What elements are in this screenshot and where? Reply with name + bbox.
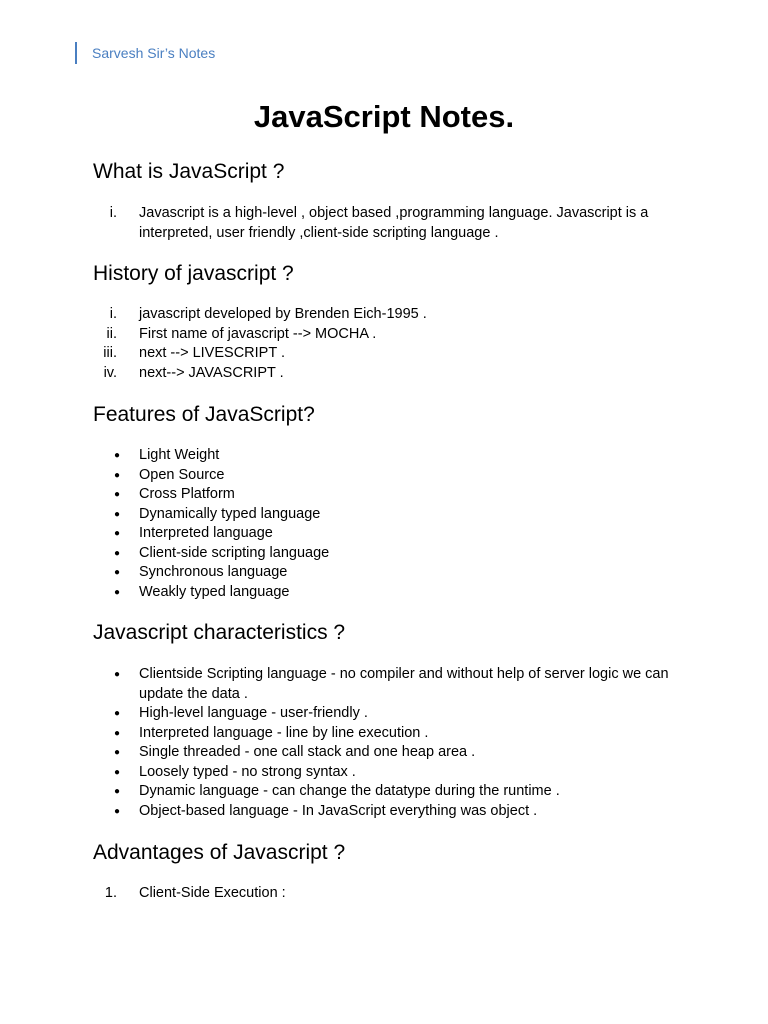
section-heading-characteristics: Javascript characteristics ? [93,621,346,644]
bullet-icon: ● [114,547,121,559]
list-item [0,704,768,724]
list-item-text: Object-based language - In JavaScript everything was object . [139,802,538,819]
list-item-text: Cross Platform [139,486,235,502]
list-item-text: next--> JAVASCRIPT . [139,364,284,381]
bullet-icon: ● [114,567,121,578]
list-item [0,485,768,505]
roman-numeral-marker: iii. [103,345,117,361]
bullet-icon: ● [114,708,121,719]
list-item [0,583,768,603]
list-item [0,505,768,525]
list-item [0,305,768,325]
list-item-text: Client-Side Execution : [139,885,286,901]
list-item [0,743,768,763]
section-heading-features: Features of JavaScript? [93,403,315,426]
features-list [0,446,768,602]
list-item [0,544,768,564]
list-item-text: Interpreted language [139,525,273,541]
number-marker: 1. [104,885,117,901]
list-item-text: Open Source [139,466,225,483]
list-item [0,364,768,384]
bullet-icon: ● [114,586,121,598]
bullet-icon: ● [114,747,121,758]
list-item [0,665,768,704]
bullet-icon: ● [114,669,121,680]
list-item-text: Synchronous language [139,564,288,580]
list-item [0,563,768,583]
bullet-icon: ● [114,528,121,539]
list-item-text: next --> LIVESCRIPT . [139,345,285,361]
advantages-list [0,884,768,904]
list-item [0,466,768,486]
list-item [0,782,768,802]
section-heading-history: History of javascript ? [93,262,294,285]
roman-numeral-marker: i. [109,306,117,322]
list-item [0,524,768,544]
list-item [0,204,768,243]
section-heading-advantages: Advantages of Javascript ? [93,841,346,864]
bullet-icon: ● [114,469,121,481]
list-item-text: Single threaded - one call stack and one heap area . [139,744,476,760]
list-item-text: Clientside Scripting language - no compiler and without help of server logic we can update the data . [139,666,669,702]
bullet-icon: ● [114,727,121,739]
list-item-text: Interpreted language - line by line execution . [139,724,429,741]
list-item-text: javascript developed by Brenden Eich-1995 . [139,306,427,322]
list-item [0,802,768,822]
list-item [0,344,768,364]
list-item [0,763,768,783]
bullet-icon: ● [114,786,121,797]
page-header: Sarvesh Sir’s Notes [75,42,215,64]
history-list [0,305,768,383]
roman-numeral-marker: ii. [106,325,117,342]
list-item-text: Client-side scripting language [139,544,330,561]
list-item-text: Light Weight [139,447,220,463]
characteristics-list [0,665,768,821]
bullet-icon: ● [114,508,121,520]
bullet-icon: ● [114,489,121,500]
list-item-text: Dynamic language - can change the datatype during the runtime . [139,783,560,799]
list-item-text: Loosely typed - no strong syntax . [139,763,356,780]
what-is-javascript-list [0,204,768,243]
roman-numeral-marker: iv. [103,364,117,381]
list-item-text: First name of javascript --> MOCHA . [139,325,377,342]
section-heading-what-is-javascript: What is JavaScript ? [93,160,285,183]
document-title: JavaScript Notes. [253,99,515,134]
list-item [0,884,768,904]
list-item-text: Javascript is a high-level , object based ,programming language. Javascript is a interpreted, user friendly ,client-side scripting language . [139,205,649,241]
list-item-text: Dynamically typed language [139,505,321,522]
roman-numeral-marker: i. [109,205,117,221]
bullet-icon: ● [114,450,121,461]
list-item [0,446,768,466]
bullet-icon: ● [114,805,121,817]
list-item [0,724,768,744]
list-item [0,325,768,345]
list-item-text: High-level language - user-friendly . [139,705,368,721]
list-item-text: Weakly typed language [139,583,290,600]
bullet-icon: ● [114,766,121,778]
